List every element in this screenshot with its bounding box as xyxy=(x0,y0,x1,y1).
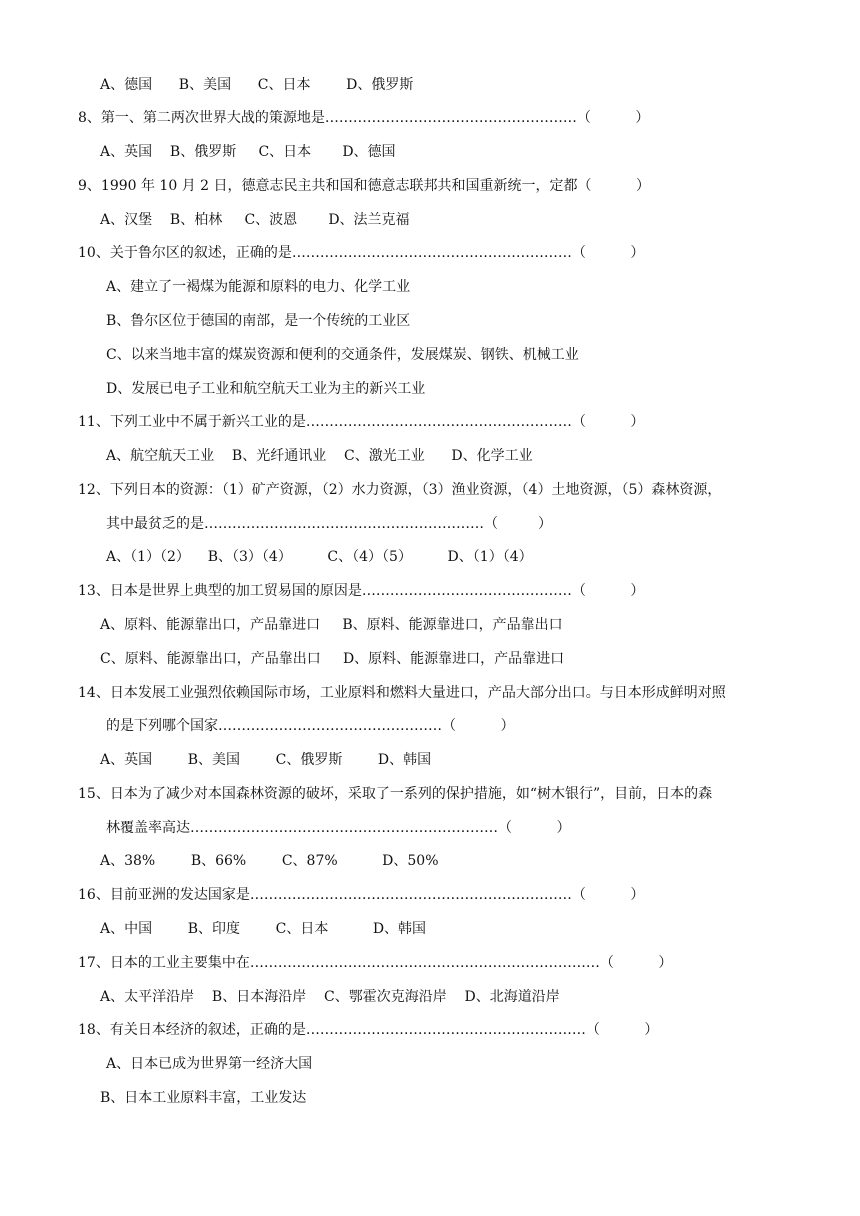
q10-option-d: D、发展已电子工业和航空航天工业为主的新兴工业 xyxy=(106,381,426,397)
q15-options: A、38% B、66% C、87% D、50% xyxy=(100,853,439,869)
q9-options: A、汉堡 B、柏林 C、波恩 D、法兰克福 xyxy=(100,212,410,228)
q12-options: A、（1）（2） B、（3）（4） C、（4）（5） D、（1）（4） xyxy=(106,549,533,565)
q14-options: A、英国 B、美国 C、俄罗斯 D、韩国 xyxy=(100,752,432,768)
q9-stem: 9、1990 年 10 月 2 日，德意志民主共和国和德意志联邦共和国重新统一，定都（ ） xyxy=(78,178,651,194)
q13-stem: 13、日本是世界上典型的加工贸易国的原因是………………………………………（ ） xyxy=(78,583,645,599)
q18-option-a: A、日本已成为世界第一经济大国 xyxy=(106,1056,313,1072)
q10-option-b: B、鲁尔区位于德国的南部，是一个传统的工业区 xyxy=(106,313,411,329)
q16-stem: 16、目前亚洲的发达国家是……………………………………………………………（ ） xyxy=(78,887,645,903)
q11-stem: 11、下列工业中不属于新兴工业的是…………………………………………………（ ） xyxy=(78,414,645,430)
q17-options: A、太平洋沿岸 B、日本海沿岸 C、鄂霍次克海沿岸 D、北海道沿岸 xyxy=(100,989,560,1005)
q10-stem: 10、关于鲁尔区的叙述，正确的是……………………………………………………（ ） xyxy=(78,245,645,261)
q18-option-b: B、日本工业原料丰富，工业发达 xyxy=(100,1090,307,1106)
q8-options: A、英国 B、俄罗斯 C、日本 D、德国 xyxy=(100,144,396,160)
q14-stem-1: 14、日本发展工业强烈依赖国际市场，工业原料和燃料大量进口，产品大部分出口。与日本形成鲜明对照 xyxy=(78,685,726,701)
q18-stem: 18、有关日本经济的叙述，正确的是……………………………………………………（ ） xyxy=(78,1022,659,1038)
q12-stem-1: 12、下列日本的资源：（1）矿产资源，（2）水力资源，（3）渔业资源，（4）土地资源，（5）森林资源， xyxy=(78,482,722,498)
q10-option-a: A、建立了一褐煤为能源和原料的电力、化学工业 xyxy=(106,279,411,295)
q12-stem-2: 其中最贫乏的是……………………………………………………（ ） xyxy=(106,516,553,532)
q11-options: A、航空航天工业 B、光纤通讯业 C、激光工业 D、化学工业 xyxy=(106,448,533,464)
q16-options: A、中国 B、印度 C、日本 D、韩国 xyxy=(100,921,427,937)
q8-stem: 8、第一、第二两次世界大战的策源地是………………………………………………（ ） xyxy=(78,110,650,126)
q14-stem-2: 的是下列哪个国家…………………………………………（ ） xyxy=(106,718,515,734)
q13-options-2: C、原料、能源靠出口，产品靠出口 D、原料、能源靠进口，产品靠进口 xyxy=(100,651,565,667)
q10-option-c: C、以来当地丰富的煤炭资源和便利的交通条件，发展煤炭、钢铁、机械工业 xyxy=(106,347,579,363)
q7-options: A、德国 B、美国 C、日本 D、俄罗斯 xyxy=(100,77,414,93)
q15-stem-2: 林覆盖率高达…………………………………………………………（ ） xyxy=(106,820,571,836)
q15-stem-1: 15、日本为了减少对本国森林资源的破坏，采取了一系列的保护措施，如“树木银行”，目前，日本的森 xyxy=(78,786,713,802)
q17-stem: 17、日本的工业主要集中在…………………………………………………………………（ ） xyxy=(78,955,673,971)
q13-options-1: A、原料、能源靠出口，产品靠进口 B、原料、能源靠进口，产品靠出口 xyxy=(100,617,563,633)
